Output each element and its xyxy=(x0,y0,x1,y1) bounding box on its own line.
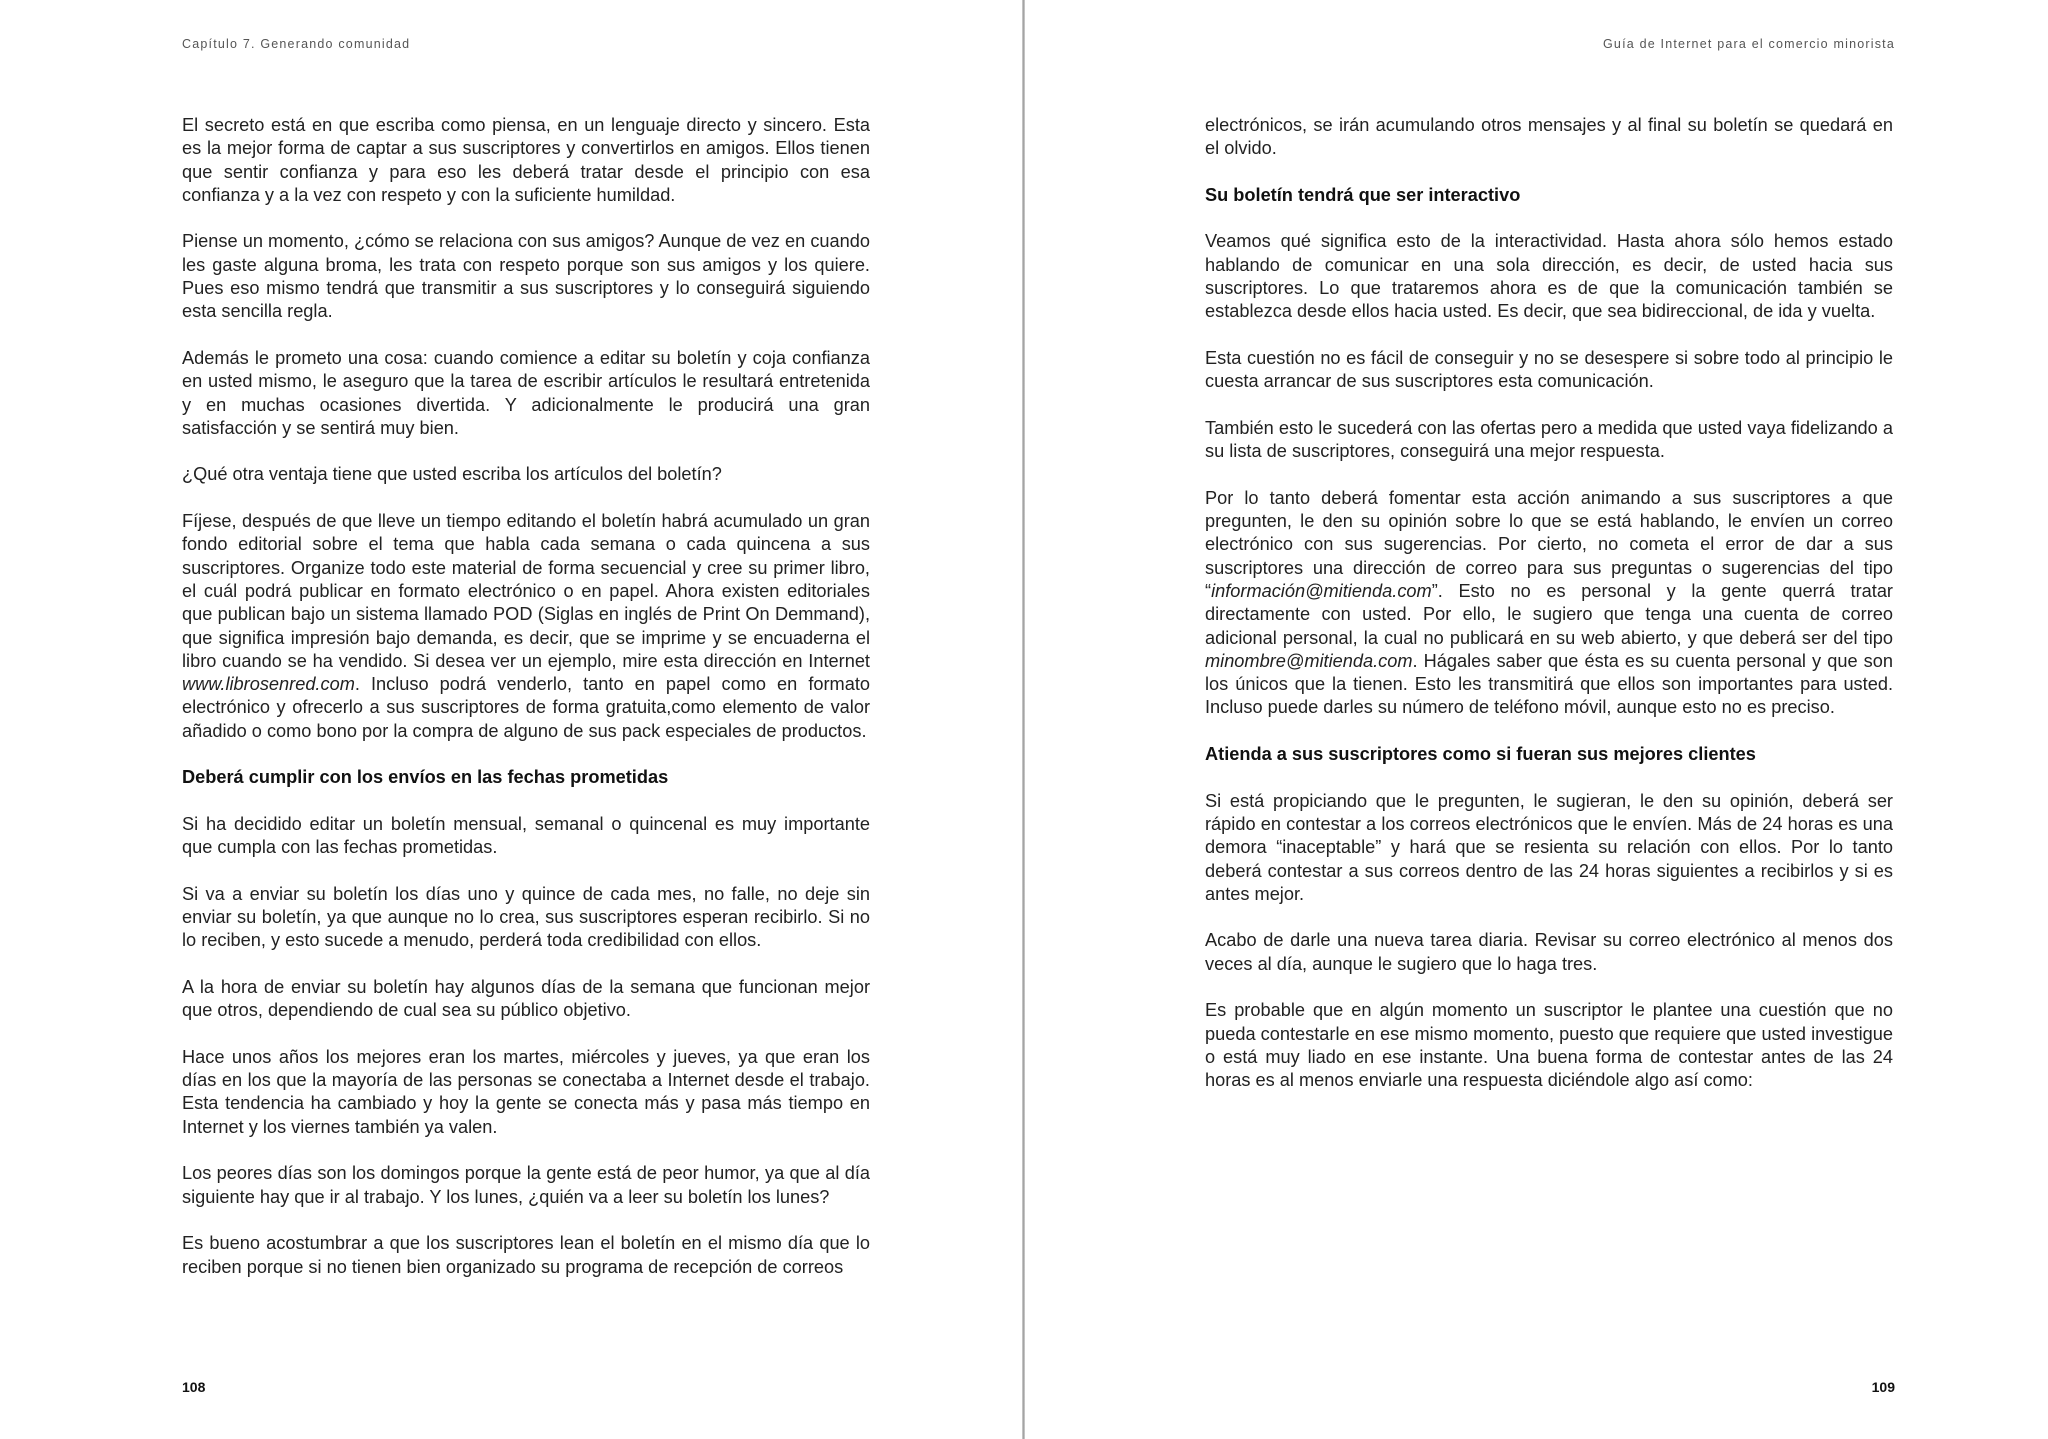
text-run: . Incluso podrá venderlo, tanto en papel como en formato electrónico y ofrecerlo a sus suscriptores de forma gratuita,como elemento de valor añadido o como bono por la compra de alguno de sus pack especiales de productos. xyxy=(182,674,870,741)
left-page xyxy=(0,0,1023,1439)
paragraph: Además le prometo una cosa: cuando comience a editar su boletín y coja confianza en usted mismo, le aseguro que la tarea de escribir artículos le resultará entretenida y en muchas ocasiones divertida. Y adicionalmente le producirá una gran satisfacción y se sentirá muy bien. xyxy=(182,347,870,438)
paragraph: El secreto está en que escriba como piensa, en un lenguaje directo y sincero. Esta es la mejor forma de captar a sus suscriptores y convertirlos en amigos. Ellos tienen que sentir confianza y para eso les deberá tratar desde el principio con esa confianza y a la vez con respeto y con la suficiente humildad. xyxy=(182,115,870,205)
paragraph: Los peores días son los domingos porque la gente está de peor humor, ya que al día siguiente hay que ir al trabajo. Y los lunes, ¿quién va a leer su boletín los lunes? xyxy=(182,1163,870,1207)
paragraph: Veamos qué significa esto de la interactividad. Hasta ahora sólo hemos estado hablando de comunicar en una sola dirección, es decir, de usted hacia sus suscriptores. Lo que trataremos ahora es de que la comunicación también se establezca desde ellos hacia usted. Es decir, que sea bidireccional, de ida y vuelta. xyxy=(1205,231,1893,322)
page-number-right: 109 xyxy=(1871,1379,1895,1395)
page-number-left: 108 xyxy=(182,1379,206,1395)
section-heading: Su boletín tendrá que ser interactivo xyxy=(1205,184,1521,205)
text-run: Por lo tanto deberá fomentar esta acción animando a sus suscriptores a que pregunten, le den su opinión sobre lo que se está hablando, le envíen un correo electrónico con sus sugerencias. Por cierto, no cometa el error de dar a sus suscriptores una dirección de correo para sus preguntas o sugerencias del tipo “ xyxy=(1205,487,1893,601)
running-head-left: Capítulo 7. Generando comunidad xyxy=(182,37,411,51)
paragraph: Es probable que en algún momento un suscriptor le plantee una cuestión que no pueda contestarle en ese mismo momento, puesto que requiere que usted investigue o está muy liado en ese instante. Una buena forma de contestar antes de las 24 horas es al menos enviarle una respuesta diciéndole algo así como: xyxy=(1205,1000,1893,1091)
right-page xyxy=(1025,0,2048,1439)
left-page-body xyxy=(182,114,870,1302)
running-head-right: Guía de Internet para el comercio minorista xyxy=(1603,37,1895,51)
paragraph xyxy=(182,510,870,743)
paragraph: Esta cuestión no es fácil de conseguir y no se desespere si sobre todo al principio le cuesta arrancar de sus suscriptores esta comunicación. xyxy=(1205,347,1893,392)
right-page-body xyxy=(1205,114,1893,1116)
paragraph: Si está propiciando que le pregunten, le sugieran, le den su opinión, deberá ser rápido en contestar a los correos electrónicos que le envíen. Más de 24 horas es una demora “inaceptable” y hará que se resienta su relación con ellos. Por lo tanto deberá contestar a sus correos dentro de las 24 horas siguientes a recibirlos y si es antes mejor. xyxy=(1205,790,1893,904)
section-heading: Deberá cumplir con los envíos en las fechas prometidas xyxy=(182,767,669,788)
paragraph: Si ha decidido editar un boletín mensual, semanal o quincenal es muy importante que cumpla con las fechas prometidas. xyxy=(182,813,870,858)
text-run: . Hágales saber que ésta es su cuenta personal y que son los únicos que la tienen. Esto les transmitirá que ellos son importantes para usted. Incluso puede darles su número de teléfono móvil, aunque esto no es preciso. xyxy=(1205,650,1893,718)
paragraph: Acabo de darle una nueva tarea diaria. Revisar su correo electrónico al menos dos veces al día, aunque le sugiero que lo haga tres. xyxy=(1205,930,1893,974)
paragraph: electrónicos, se irán acumulando otros mensajes y al final su boletín se quedará en el olvido. xyxy=(1205,115,1893,159)
paragraph: A la hora de enviar su boletín hay algunos días de la semana que funcionan mejor que otros, dependiendo de cual sea su público objetivo. xyxy=(182,976,870,1021)
text-run: Fíjese, después de que lleve un tiempo editando el boletín habrá acumulado un gran fondo editorial sobre el tema que habla cada semana o cada quincena a sus suscriptores. Organize todo este material de forma secuencial y cree su primer libro, el cuál podrá publicar en formato electrónico o en papel. Ahora existen editoriales que publican bajo un sistema llamado POD (Siglas en inglés de Print On Demmand), que significa impresión bajo demanda, es decir, que se imprime y se encuaderna el libro cuando se ha vendido. Si desea ver un ejemplo, mire esta dirección en Internet xyxy=(182,511,870,671)
paragraph: También esto le sucederá con las ofertas pero a medida que usted vaya fidelizando a su lista de suscriptores, conseguirá una mejor respuesta. xyxy=(1205,417,1893,462)
italic-text: información@mitienda.com xyxy=(1211,580,1432,601)
paragraph: Es bueno acostumbrar a que los suscriptores lean el boletín en el mismo día que lo reciben porque si no tienen bien organizado su programa de recepción de correos xyxy=(182,1233,870,1277)
paragraph xyxy=(1205,487,1893,720)
paragraph: Piense un momento, ¿cómo se relaciona con sus amigos? Aunque de vez en cuando les gaste alguna broma, les trata con respeto porque son sus amigos y los quiere. Pues eso mismo tendrá que transmitir a sus suscriptores y lo conseguirá siguiendo esta sencilla regla. xyxy=(182,231,870,322)
text-run: ”. Esto no es personal y la gente querrá tratar directamente con usted. Por ello, le sugiero que tenga una cuenta de correo adicional personal, la cual no publicará en su web abierto, y que deberá ser del tipo xyxy=(1205,580,1893,648)
section-heading: Atienda a sus suscriptores como si fueran sus mejores clientes xyxy=(1205,744,1756,765)
italic-text: www.librosenred.com xyxy=(182,674,355,695)
paragraph: ¿Qué otra ventaja tiene que usted escriba los artículos del boletín? xyxy=(182,464,722,485)
paragraph: Hace unos años los mejores eran los martes, miércoles y jueves, ya que eran los días en los que la mayoría de las personas se conectaba a Internet desde el trabajo. Esta tendencia ha cambiado y hoy la gente se conecta más y pasa más tiempo en Internet y los viernes también ya valen. xyxy=(182,1046,870,1137)
paragraph: Si va a enviar su boletín los días uno y quince de cada mes, no falle, no deje sin enviar su boletín, ya que aunque no lo crea, sus suscriptores esperan recibirlo. Si no lo reciben, y esto sucede a menudo, perderá toda credibilidad con ellos. xyxy=(182,883,870,951)
italic-text: minombre@mitienda.com xyxy=(1205,650,1413,671)
